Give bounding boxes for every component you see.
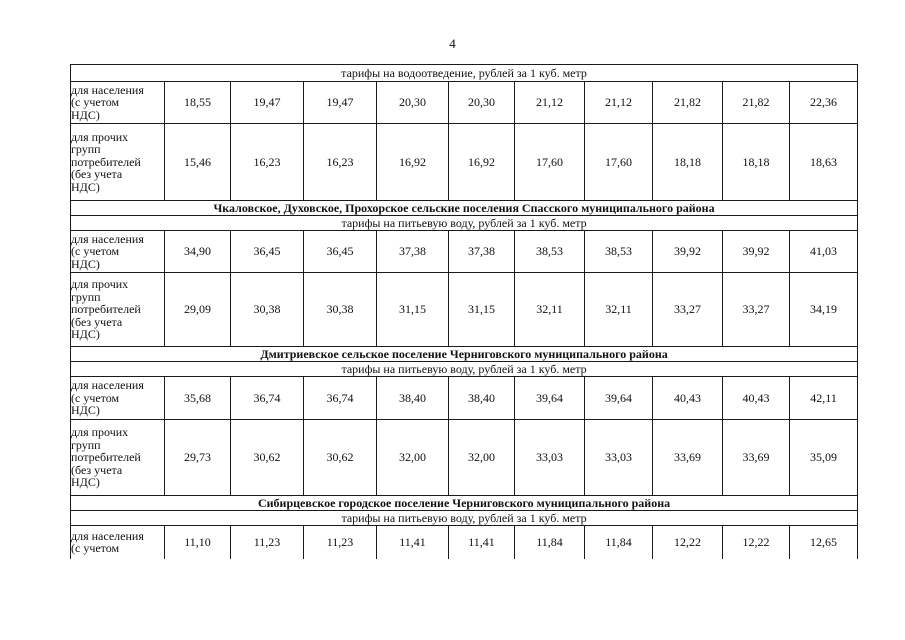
section-heading: Чкаловское, Духовское, Прохорское сельские поселения Спасского муниципального района [71,201,858,216]
tariff-value: 20,30 [449,82,515,124]
tariff-value: 29,09 [165,273,231,347]
tariff-row-other-consumers [71,124,858,201]
tariff-value: 16,92 [449,124,515,201]
row-label-line: (с учетом [71,244,120,259]
section-header-row [71,201,858,216]
tariff-value: 39,64 [585,377,653,420]
row-label-line: (без учета [71,462,123,477]
tariff-row-population [71,82,858,124]
tariff-value: 38,40 [377,377,449,420]
tariff-value: 39,64 [515,377,585,420]
tariff-value: 30,62 [304,420,377,496]
tariff-subheader-row [71,511,858,526]
tariff-value: 33,27 [653,273,723,347]
tariff-row-other-consumers [71,420,858,496]
tariff-type-heading: тарифы на питьевую воду, рублей за 1 куб. метр [71,216,858,231]
tariff-value: 31,15 [377,273,449,347]
section-header-row [71,496,858,511]
tariff-value: 18,55 [165,82,231,124]
row-label-line: для населения [71,82,144,97]
tariff-value: 17,60 [585,124,653,201]
tariff-value: 33,27 [723,273,790,347]
tariff-value: 22,36 [790,82,858,124]
tariff-value: 19,47 [231,82,304,124]
row-label [71,231,165,273]
tariff-type-heading: тарифы на питьевую воду, рублей за 1 куб. метр [71,362,858,377]
tariff-value: 30,38 [304,273,377,347]
row-label [71,526,165,559]
tariff-value: 37,38 [449,231,515,273]
tariff-value: 30,62 [231,420,304,496]
tariff-value: 21,82 [723,82,790,124]
row-label-line: для населения [71,231,144,246]
tariff-value: 20,30 [377,82,449,124]
tariff-value: 32,00 [449,420,515,496]
tariff-value: 38,53 [585,231,653,273]
tariff-value: 41,03 [790,231,858,273]
row-label-line: НДС) [71,475,100,490]
tariff-value: 33,69 [723,420,790,496]
tariff-value: 18,63 [790,124,858,201]
tariff-row-population [71,526,858,559]
tariff-value: 11,10 [165,526,231,559]
tariff-value: 11,84 [515,526,585,559]
row-label-line: (с учетом [71,95,120,110]
tariff-value: 34,90 [165,231,231,273]
tariff-row-population [71,231,858,273]
row-label-line: НДС) [71,256,100,271]
tariff-value: 21,82 [653,82,723,124]
tariff-value: 12,22 [723,526,790,559]
tariff-value: 39,92 [653,231,723,273]
tariff-value: 42,11 [790,377,858,420]
row-label-line: групп [71,437,101,452]
section-header-row [71,347,858,362]
row-label [71,420,165,496]
tariff-subheader-row [71,216,858,231]
tariff-value: 31,15 [449,273,515,347]
row-label-line: НДС) [71,403,100,418]
row-label-line: (с учетом [71,541,120,556]
row-label-line: групп [71,289,101,304]
tariff-value: 38,53 [515,231,585,273]
tariff-value: 35,68 [165,377,231,420]
section-heading: Сибирцевское городское поселение Черниговского муниципального района [71,496,858,511]
row-label-line: НДС) [71,107,100,122]
row-label-line: НДС) [71,179,100,194]
page-number: 4 [449,36,456,51]
row-label [71,82,165,124]
tariff-value: 11,23 [231,526,304,559]
row-label [71,377,165,420]
row-label-line: потребителей [71,302,141,317]
tariff-value: 32,11 [585,273,653,347]
row-label-line: для прочих [71,425,129,440]
tariff-type-heading: тарифы на водоотведение, рублей за 1 куб. метр [71,65,858,82]
tariff-value: 39,92 [723,231,790,273]
row-label-line: для населения [71,528,144,543]
row-label [71,124,165,201]
tariff-value: 15,46 [165,124,231,201]
row-label-line: групп [71,142,101,157]
tariff-value: 11,41 [377,526,449,559]
tariff-value: 33,03 [515,420,585,496]
tariff-value: 33,03 [585,420,653,496]
tariff-value: 37,38 [377,231,449,273]
tariff-value: 21,12 [515,82,585,124]
tariff-value: 11,41 [449,526,515,559]
tariff-type-heading: тарифы на питьевую воду, рублей за 1 куб. метр [71,511,858,526]
tariff-table [70,64,858,559]
row-label-line: для прочих [71,129,129,144]
tariff-value: 40,43 [723,377,790,420]
tariff-value: 34,19 [790,273,858,347]
tariff-value: 35,09 [790,420,858,496]
row-label-line: для прочих [71,277,129,292]
tariff-value: 18,18 [653,124,723,201]
tariff-value: 32,00 [377,420,449,496]
tariff-value: 40,43 [653,377,723,420]
tariff-value: 36,45 [231,231,304,273]
tariff-value: 19,47 [304,82,377,124]
row-label-line: НДС) [71,327,100,342]
row-label [71,273,165,347]
row-label-line: (с учетом [71,390,120,405]
tariff-row-population [71,377,858,420]
tariff-value: 17,60 [515,124,585,201]
tariff-row-other-consumers [71,273,858,347]
tariff-value: 12,65 [790,526,858,559]
tariff-subheader-row [71,362,858,377]
tariff-value: 32,11 [515,273,585,347]
tariff-value: 16,23 [304,124,377,201]
row-label-line: (без учета [71,314,123,329]
tariff-value: 12,22 [653,526,723,559]
tariff-value: 33,69 [653,420,723,496]
tariff-value: 11,23 [304,526,377,559]
tariff-value: 38,40 [449,377,515,420]
tariff-value: 30,38 [231,273,304,347]
tariff-value: 21,12 [585,82,653,124]
tariff-value: 18,18 [723,124,790,201]
tariff-value: 36,74 [304,377,377,420]
tariff-value: 36,45 [304,231,377,273]
row-label-line: для населения [71,378,144,393]
tariff-subheader-row [71,65,858,82]
tariff-value: 16,92 [377,124,449,201]
tariff-value: 36,74 [231,377,304,420]
row-label-line: (без учета [71,167,123,182]
tariff-value: 16,23 [231,124,304,201]
tariff-value: 29,73 [165,420,231,496]
tariff-value: 11,84 [585,526,653,559]
row-label-line: потребителей [71,154,141,169]
section-heading: Дмитриевское сельское поселение Черниговского муниципального района [71,347,858,362]
row-label-line: потребителей [71,450,141,465]
